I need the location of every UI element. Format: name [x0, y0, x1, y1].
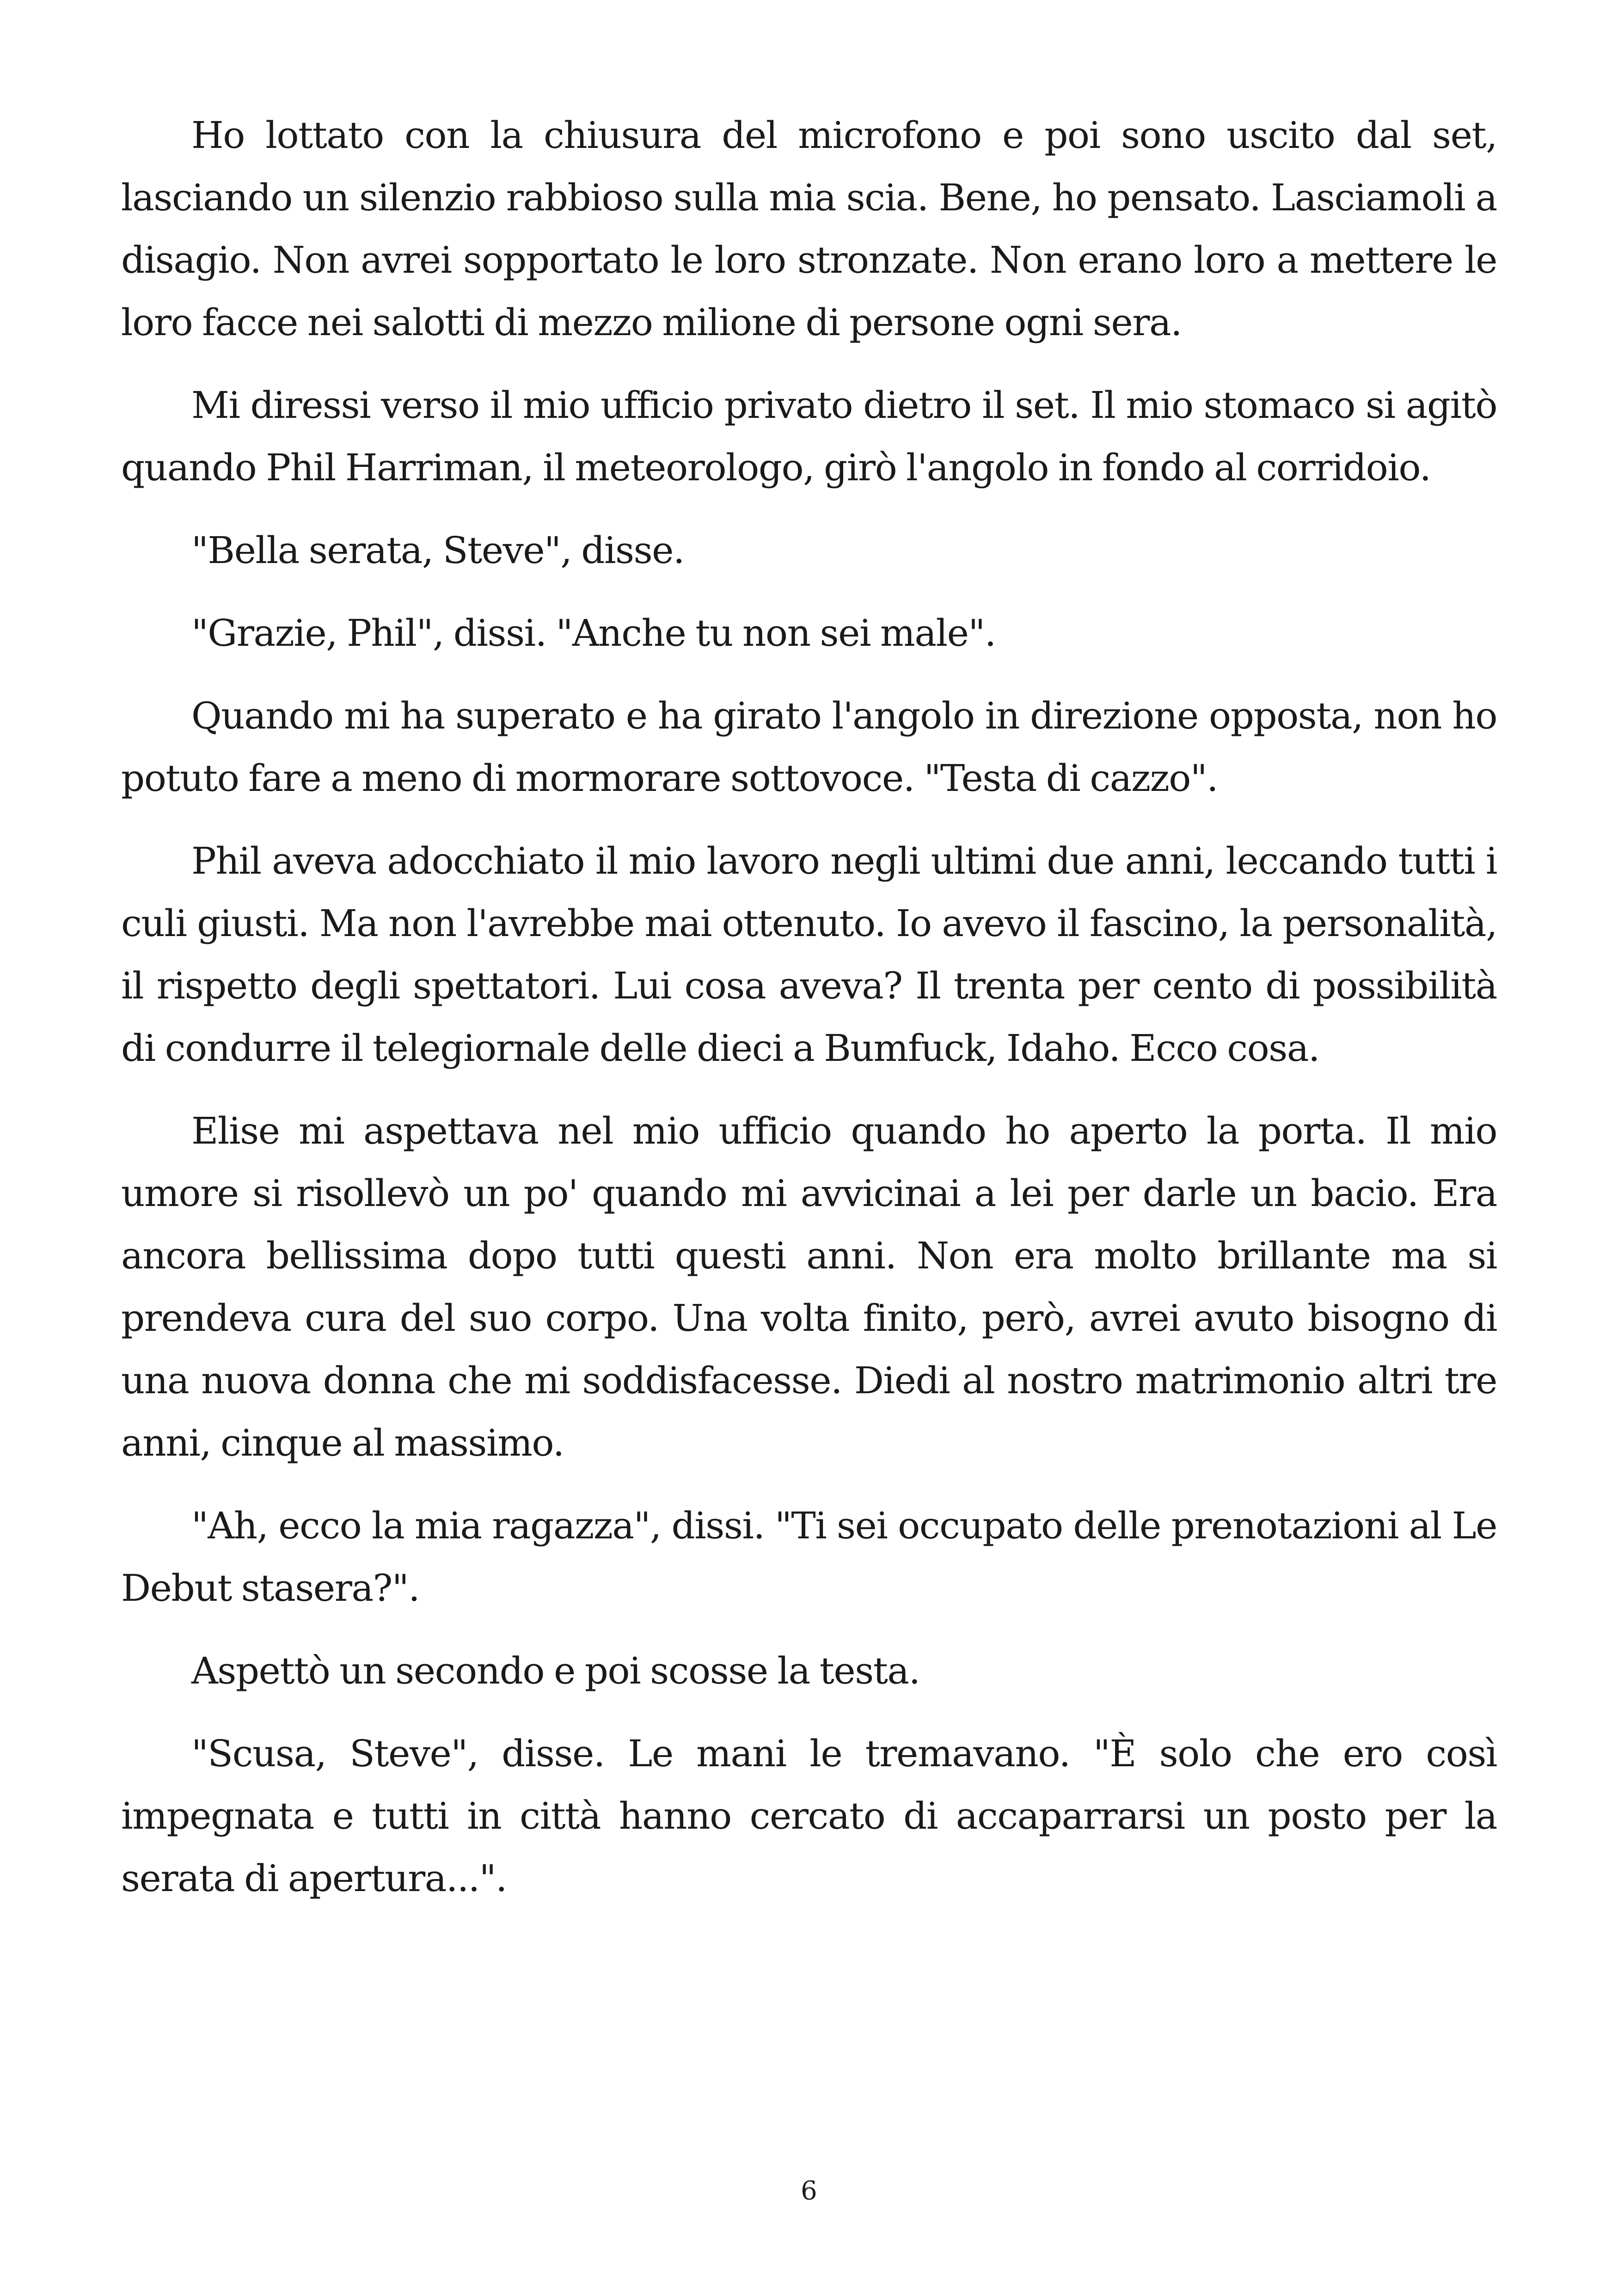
paragraph-4: "Grazie, Phil", dissi. "Anche tu non sei male". — [191, 612, 996, 655]
paragraph-8: "Ah, ecco la mia ragazza", dissi. "Ti sei occupato delle prenotazioni al Le Debut stasera?". — [121, 1504, 1497, 1610]
paragraph-7: Elise mi aspettava nel mio ufficio quando ho aperto la porta. Il mio umore si risollevò un po' quando mi avvicinai a lei per darle un bacio. Era ancora bellissima dopo tutti questi anni. Non era molto brillante ma si prendeva cura del suo corpo. Una volta finito, però, avrei avuto bisogno di una nuova donna che mi soddisfacesse. Diedi al nostro matrimonio altri tre anni, cinque al massimo. — [121, 1109, 1497, 1464]
paragraph-6: Phil aveva adocchiato il mio lavoro negli ultimi due anni, leccando tutti i culi giusti. Ma non l'avrebbe mai ottenuto. Io avevo il fascino, la personalità, il rispetto degli spettatori. Lui cosa aveva? Il trenta per cento di possibilità di condurre il telegiornale delle dieci a Bumfuck, Idaho. Ecco cosa. — [121, 839, 1497, 1070]
paragraph-1: Ho lottato con la chiusura del microfono e poi sono uscito dal set, lasciando un silenzio rabbioso sulla mia scia. Bene, ho pensato. Lasciamoli a disagio. Non avrei sopportato le loro stronzate. Non erano loro a mettere le loro facce nei salotti di mezzo milione di persone ogni sera. — [121, 114, 1497, 344]
paragraph-3: "Bella serata, Steve", disse. — [191, 529, 684, 572]
body-text — [121, 104, 1497, 1930]
page-number: 6 — [801, 2176, 817, 2206]
paragraph-5: Quando mi ha superato e ha girato l'angolo in direzione opposta, non ho potuto fare a meno di mormorare sottovoce. "Testa di cazzo". — [121, 694, 1497, 800]
paragraph-10: "Scusa, Steve", disse. Le mani le tremavano. "È solo che ero così impegnata e tutti in città hanno cercato di accaparrarsi un posto per la serata di apertura...". — [121, 1732, 1497, 1900]
paragraph-2: Mi diressi verso il mio ufficio privato dietro il set. Il mio stomaco si agitò quando Phil Harriman, il meteorologo, girò l'angolo in fondo al corridoio. — [121, 384, 1497, 489]
paragraph-9: Aspettò un secondo e poi scosse la testa. — [191, 1649, 920, 1692]
